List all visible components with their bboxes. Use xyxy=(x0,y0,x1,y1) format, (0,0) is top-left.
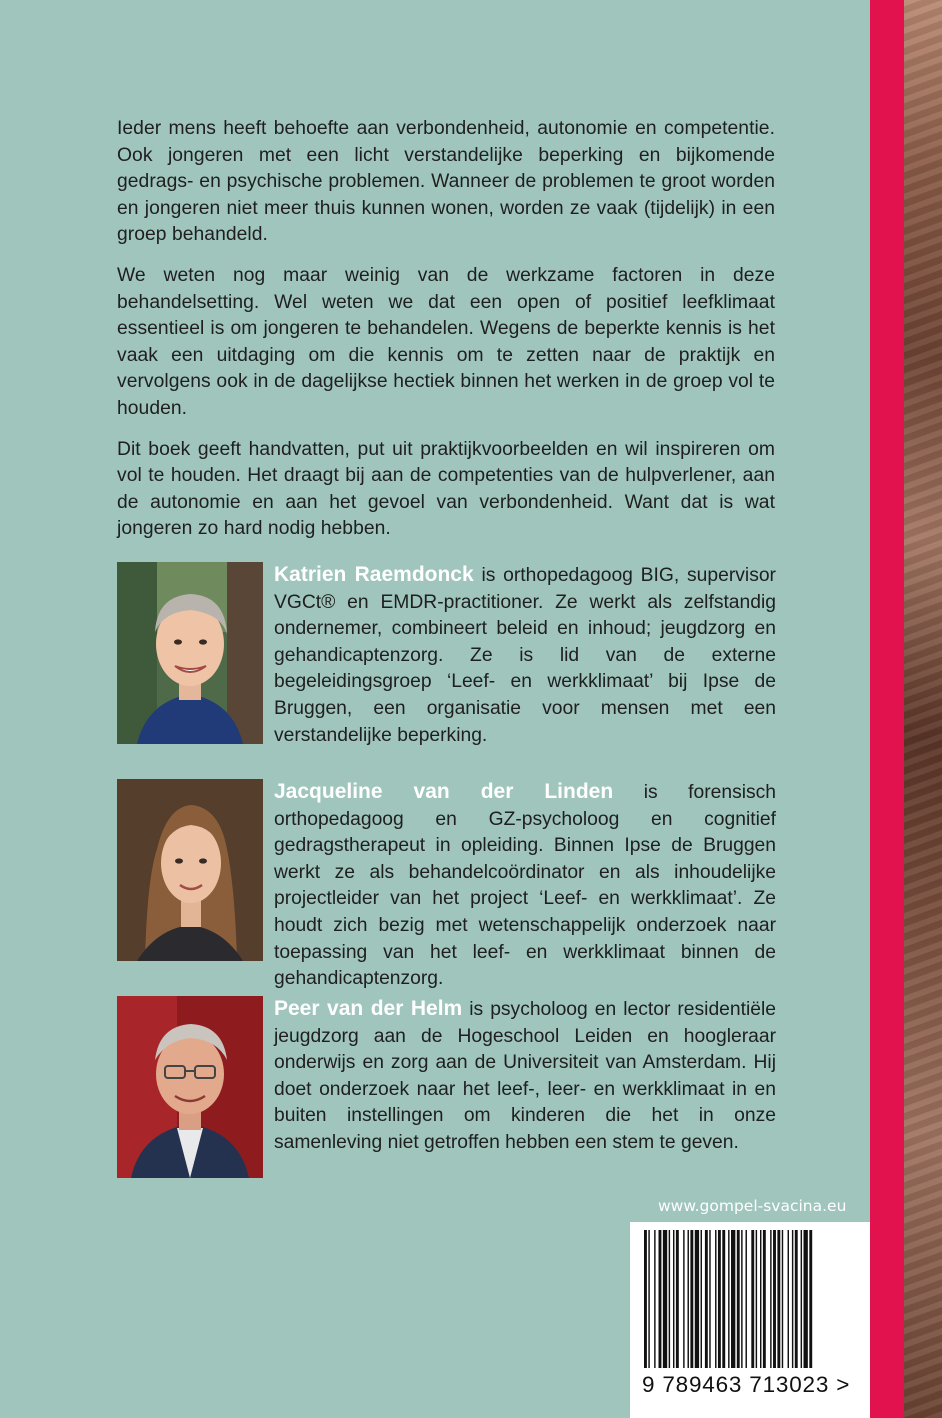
barcode-bar xyxy=(756,1230,757,1368)
barcode-bar xyxy=(751,1230,754,1368)
barcode-bar xyxy=(648,1230,649,1368)
barcode-bar xyxy=(773,1230,776,1368)
barcode-bar xyxy=(669,1230,670,1368)
spine-stripe xyxy=(870,0,904,1418)
author-description-3: is psycholoog en lector residentiële jeugdzorg aan de Hogeschool Leiden en hoogleraar onderwijs en zorg aan de Universiteit van Amsterdam. Hij doet onderzoek naar het leef-, leer- en werkklimaat in en buiten instellingen om kinderen die het in onze samenleving niet getroffen hebben een stem te geven. xyxy=(274,999,776,1153)
blurb-paragraph-3: Dit boek geeft handvatten, put uit praktijkvoorbeelden en wil inspireren om vol te houden. Het draagt bij aan de competenties van de hulpverlener, aan de autonomie en aan het gevoel van verbondenheid. Want dat is wat jongeren zo hard nodig hebben. xyxy=(117,438,775,540)
barcode-bar xyxy=(659,1230,662,1368)
barcode-bar xyxy=(701,1230,702,1368)
author-text-3 xyxy=(274,996,776,1157)
barcode-bar xyxy=(709,1230,710,1368)
barcode-bar xyxy=(644,1230,647,1368)
barcode-bar xyxy=(705,1230,708,1368)
barcode-bar xyxy=(801,1230,802,1368)
author-photo-3 xyxy=(117,996,263,1178)
barcode-bar xyxy=(690,1230,693,1368)
barcode-bar xyxy=(770,1230,771,1368)
barcode-bar xyxy=(715,1230,716,1368)
barcode-bar xyxy=(676,1230,679,1368)
barcode-bar xyxy=(695,1230,699,1368)
blurb xyxy=(117,116,775,557)
barcode-bar xyxy=(654,1230,655,1368)
barcode-bar xyxy=(804,1230,808,1368)
barcode-bar xyxy=(728,1230,729,1368)
barcode-bar xyxy=(673,1230,674,1368)
barcode-bar xyxy=(683,1230,684,1368)
barcode-bar xyxy=(718,1230,721,1368)
author-text-1 xyxy=(274,562,776,749)
blurb-paragraph-2: We weten nog maar weinig van de werkzame factoren in deze behandelsetting. Wel weten we dat een open of positief leefklimaat essentieel is om jongeren te behandelen. Wegens de beperkte kennis is het vaak een uitdaging om die kennis om te zetten naar de praktijk en vervolgens ook in de dagelijkse hectiek binnen het werken in de groep vol te houden. xyxy=(117,264,775,419)
author-text-2 xyxy=(274,779,776,993)
blurb-paragraph-1: Ieder mens heeft behoefte aan verbondenheid, autonomie en competentie. Ook jongeren met een licht verstandelijke beperking en bijkomende gedrags- en psychische problemen. Wanneer de problemen te groot worden en jongeren niet meer thuis kunnen wonen, worden ze vaak (tijdelijk) in een groep behandeld. xyxy=(117,118,775,246)
publisher-website: www.gompel-svacina.eu xyxy=(658,1197,847,1215)
barcode-bar xyxy=(792,1230,793,1368)
author-description-2: is forensisch orthopedagoog en GZ-psycholoog en cognitief gedragstherapeut in opleiding. Binnen Ipse de Bruggen werkt ze als behandelcoördinator en als inhoudelijke projectleider van het project ‘Leef- en werkklimaat’. Ze houdt zich bezig met wetenschappelijk onderzoek naar toepassing van het leef- en werkklimaat binnen de gehandicaptenzorg. xyxy=(274,782,776,990)
author-name-2: Jacqueline van der Linden xyxy=(274,780,614,803)
barcode-bar xyxy=(763,1230,766,1368)
author-description-1: is orthopedagoog BIG, supervisor VGCt® en EMDR-practitioner. Ze werkt als zelfstandig ondernemer, combineert beleid en inhoud; jeugdzorg en gehandicaptenzorg. Ze is lid van de externe begeleidingsgroep ‘Leef- en werkklimaat’ bij Ipse de Bruggen, een organisatie voor mensen met een verstandelijke beperking. xyxy=(274,565,776,746)
barcode-bar xyxy=(782,1230,783,1368)
barcode-bar xyxy=(688,1230,689,1368)
barcode-bar xyxy=(795,1230,798,1368)
author-photo-2 xyxy=(117,779,263,961)
isbn-barcode xyxy=(630,1222,870,1418)
barcode-bar xyxy=(741,1230,742,1368)
barcode-bar xyxy=(777,1230,780,1368)
barcode-bar xyxy=(737,1230,740,1368)
author-photo-1 xyxy=(117,562,263,744)
author-name-1: Katrien Raemdonck xyxy=(274,563,474,586)
barcode-bar xyxy=(731,1230,735,1368)
isbn-number: 9 789463 713023 > xyxy=(642,1372,851,1397)
front-cover-photo-edge xyxy=(904,0,942,1418)
barcode-bar xyxy=(663,1230,667,1368)
barcode-bar xyxy=(809,1230,812,1368)
barcode-bar xyxy=(746,1230,747,1368)
barcode-bar xyxy=(722,1230,725,1368)
barcode-bar xyxy=(760,1230,761,1368)
author-name-3: Peer van der Helm xyxy=(274,997,463,1020)
barcode-bar xyxy=(788,1230,789,1368)
